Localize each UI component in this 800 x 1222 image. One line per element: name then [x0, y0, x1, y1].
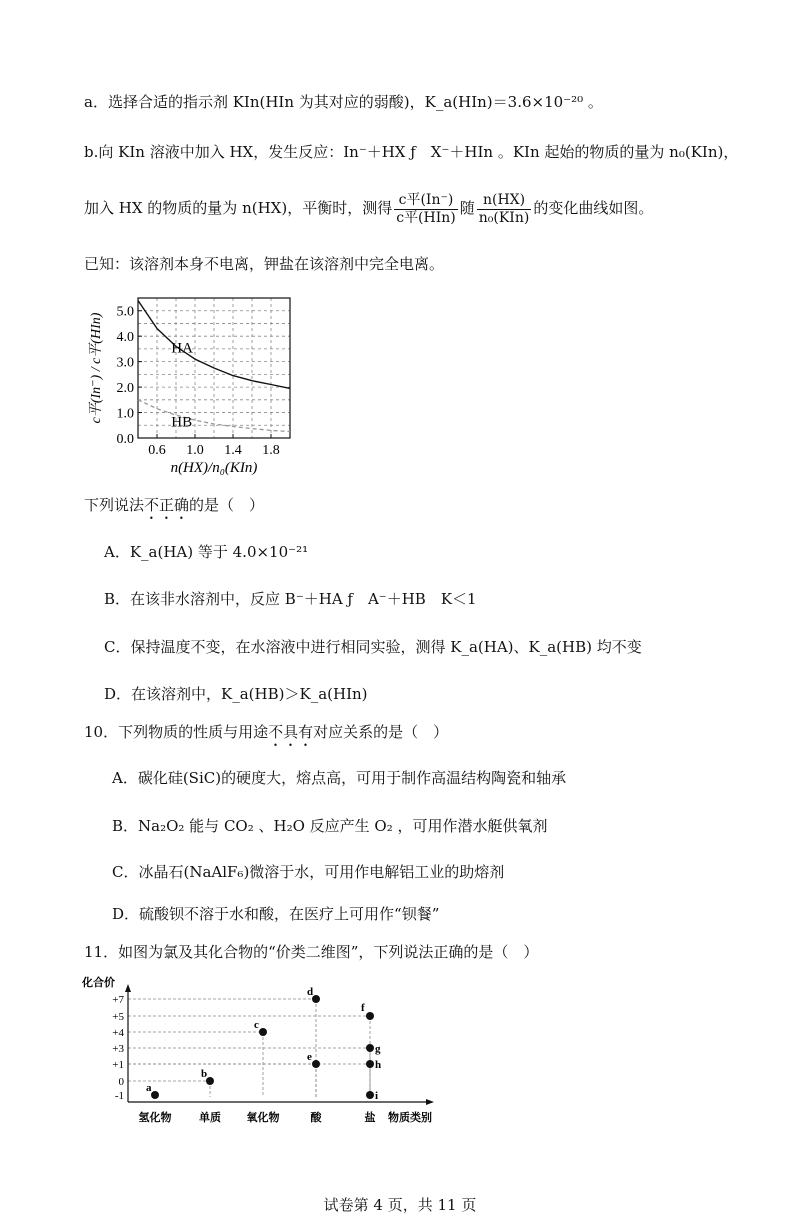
y-tick-label: +5 [112, 1011, 124, 1023]
x-tick-label: 1.8 [262, 443, 280, 458]
data-point-d [312, 995, 320, 1003]
data-point-a [151, 1091, 159, 1099]
point-label-i: i [375, 1090, 379, 1102]
x-axis-label: n(HX)/n₀(KIn) [170, 460, 258, 476]
x-tick-label: 1.0 [186, 443, 204, 458]
data-point-f [366, 1012, 374, 1020]
y-tick-label: +4 [112, 1027, 124, 1039]
valence-class-chart [80, 974, 460, 1130]
y-tick-label: 2.0 [116, 381, 134, 397]
x-tick-label: 0.6 [148, 443, 166, 458]
amount-denominator: n₀(KIn) [478, 209, 530, 226]
q10-option-a[interactable]: A．碳化硅(SiC)的硬度大，熔点高，可用于制作高温结构陶瓷和轴承 [112, 769, 567, 787]
data-point-c [259, 1028, 267, 1036]
point-label-f: f [361, 1002, 365, 1014]
b-text-pre: 加入 HX 的物质的量为 n(HX)，平衡时，测得 [84, 199, 393, 217]
q10-stem-post: 对应关系的是（ ） [313, 723, 449, 741]
y-tick-label: 5.0 [116, 304, 134, 320]
point-label-e: e [307, 1051, 312, 1063]
category-label: 单质 [199, 1112, 221, 1124]
q9-option-c[interactable]: C．保持温度不变，在水溶液中进行相同实验，测得 K_a(HA)、K_a(HB) 均不变 [104, 638, 642, 656]
point-label-a: a [146, 1082, 152, 1094]
q9-option-a[interactable]: A．K_a(HA) 等于 4.0×10⁻²¹ [104, 543, 309, 561]
b-text-post: 的变化曲线如图。 [533, 199, 654, 217]
y-tick-label: +7 [112, 994, 124, 1006]
x-axis-title: 物质类别 [388, 1112, 432, 1124]
y-tick-label: +3 [112, 1043, 124, 1055]
ratio-chart [84, 290, 314, 480]
q9-stem-emphasis: 不正确 [144, 496, 190, 514]
x-axis-arrow-icon [426, 1099, 434, 1105]
option-a-indicator: a．选择合适的指示剂 KIn(HIn 为其对应的弱酸)，K_a(HIn)＝3.6×10⁻²⁰ 。 [84, 93, 603, 111]
q10-stem-emphasis: 不具有 [268, 723, 314, 741]
ratio-denominator: c平(HIn) [396, 209, 456, 226]
q10-stem [84, 722, 448, 750]
q9-option-b[interactable]: B．在该非水溶剂中，反应 B⁻＋HA ƒ A⁻＋HB K＜1 [104, 590, 477, 608]
amount-numerator: n(HX) [477, 192, 532, 210]
ratio-numerator: c平(In⁻) [394, 192, 458, 210]
point-label-b: b [201, 1068, 208, 1080]
point-label-d: d [307, 986, 314, 998]
y-axis-arrow-icon [125, 984, 131, 992]
q9-stem-pre: 下列说法 [84, 496, 145, 514]
x-tick-label: 1.4 [224, 443, 242, 458]
y-tick-label: +1 [112, 1059, 124, 1071]
y-tick-label: -1 [114, 1090, 124, 1102]
option-b-measurement [84, 188, 653, 228]
category-label: 盐 [364, 1112, 376, 1124]
data-point-b [206, 1077, 214, 1085]
q9-stem-post: 的是（ ） [189, 496, 265, 514]
y-axis-label: c平(In⁻) / c平(HIn) [89, 312, 104, 424]
known-condition: 已知：该溶剂本身不电离，钾盐在该溶剂中完全电离。 [84, 255, 445, 273]
y-tick-label: 0.0 [116, 432, 134, 447]
q9-stem [84, 495, 264, 523]
b-text-mid: 随 [459, 199, 475, 217]
option-b-reaction: b.向 KIn 溶液中加入 HX，发生反应：In⁻＋HX ƒ X⁻＋HIn 。KIn 起始的物质的量为 n₀(KIn)， [84, 143, 739, 161]
point-label-h: h [375, 1059, 382, 1071]
q10-option-c[interactable]: C．冰晶石(NaAlF₆)微溶于水，可用作电解铝工业的助熔剂 [112, 863, 505, 881]
point-label-g: g [375, 1043, 381, 1055]
series-label-ha: HA [171, 340, 193, 357]
data-point-g [366, 1044, 374, 1052]
y-tick-label: 3.0 [116, 355, 134, 371]
q10-stem-pre: 10．下列物质的性质与用途 [84, 723, 269, 741]
series-line-ha [138, 301, 290, 389]
category-label: 氢化物 [138, 1112, 172, 1124]
data-point-i [366, 1091, 374, 1099]
category-label: 酸 [310, 1112, 322, 1124]
point-label-c: c [254, 1019, 259, 1031]
q11-stem: 11．如图为氯及其化合物的“价类二维图”，下列说法正确的是（ ） [84, 943, 539, 961]
data-point-e [312, 1060, 320, 1068]
q10-option-b[interactable]: B．Na₂O₂ 能与 CO₂ 、H₂O 反应产生 O₂ ，可用作潜水艇供氧剂 [112, 817, 548, 835]
category-label: 氧化物 [246, 1112, 280, 1124]
y-tick-label: 1.0 [116, 406, 134, 422]
q10-option-d[interactable]: D．硫酸钡不溶于水和酸，在医疗上可用作“钡餐” [112, 905, 440, 923]
amount-fraction [477, 192, 532, 227]
y-tick-label: 4.0 [116, 330, 134, 346]
y-axis-title: 化合价 [82, 977, 115, 989]
data-point-h [366, 1060, 374, 1068]
page-footer: 试卷第 4 页，共 11 页 [323, 1196, 477, 1214]
ratio-fraction [394, 192, 458, 227]
y-tick-label: 0 [118, 1076, 124, 1088]
q9-option-d[interactable]: D．在该溶剂中，K_a(HB)＞K_a(HIn) [104, 685, 368, 703]
series-label-hb: HB [171, 414, 193, 431]
